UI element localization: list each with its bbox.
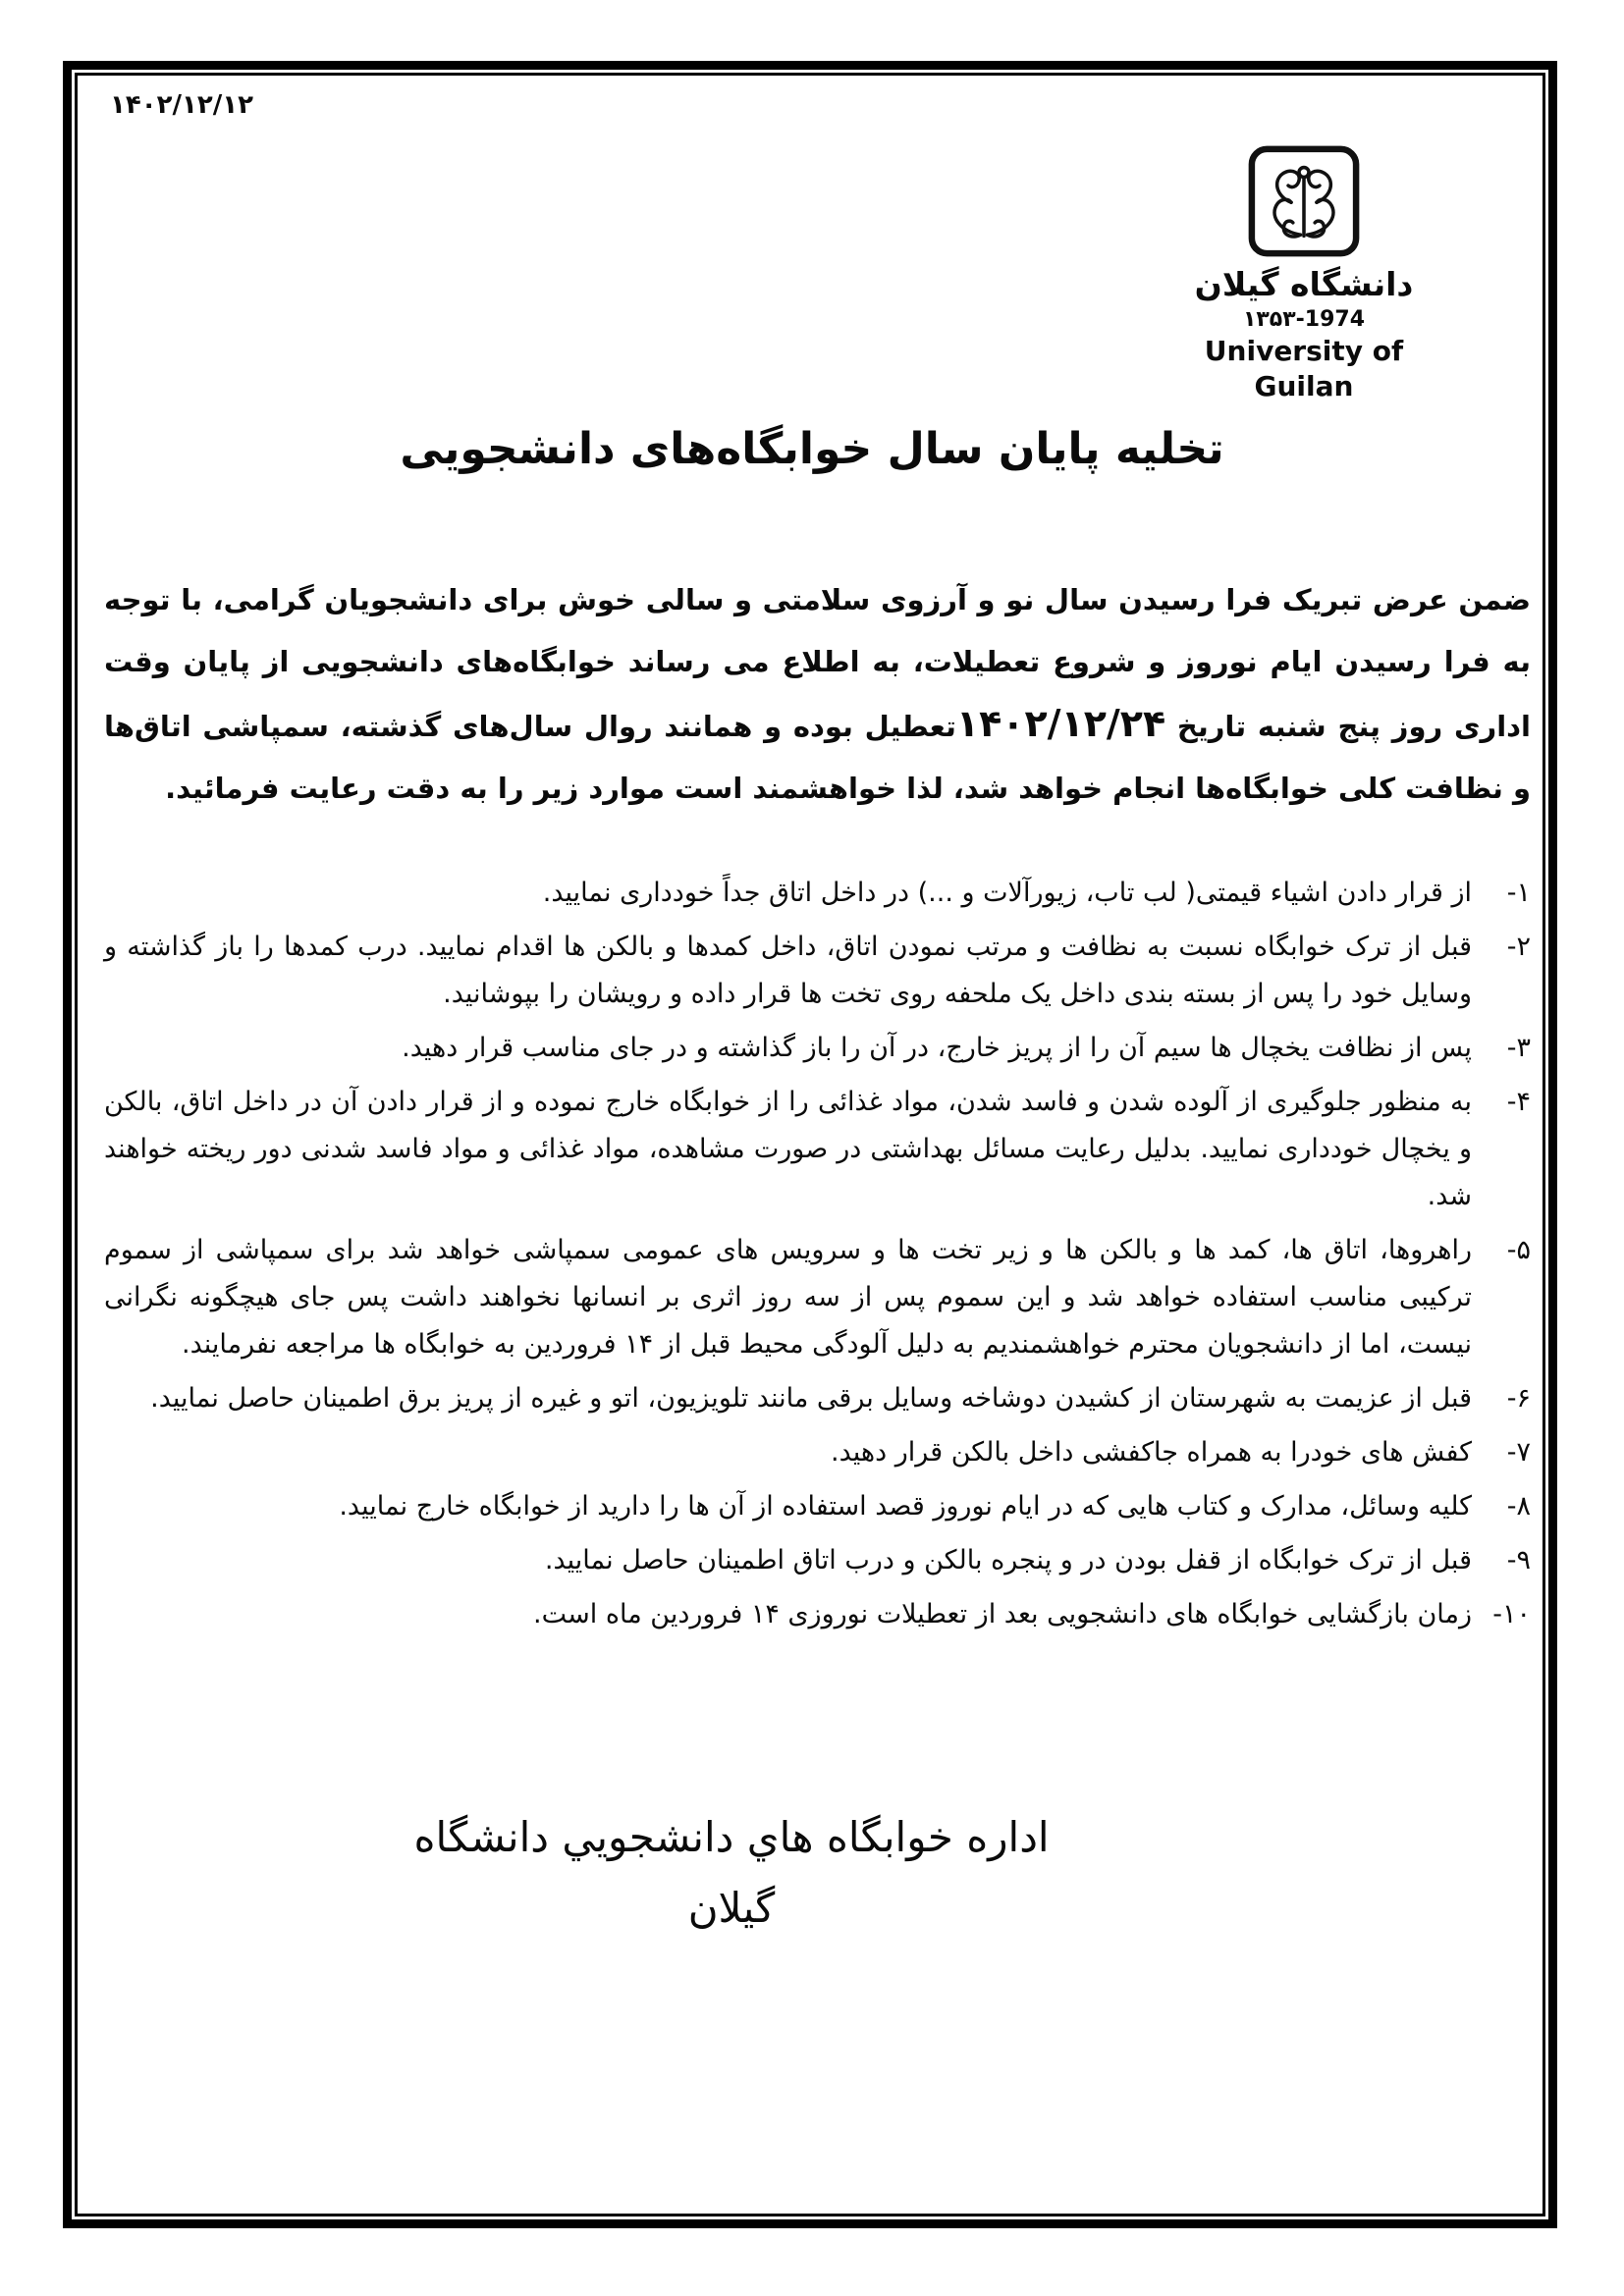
signature-block	[187, 1802, 1276, 1944]
list-item	[104, 1537, 1531, 1584]
list-item-text: کفش های خودرا به همراه جاکفشی داخل بالکن قرار دهید.	[831, 1437, 1472, 1468]
list-item	[104, 1483, 1531, 1530]
list-item-text: زمان بازگشایی خوابگاه های دانشجویی بعد از تعطیلات نوروزی ۱۴ فروردین ماه است.	[533, 1599, 1472, 1629]
list-item	[104, 1429, 1531, 1476]
intro-paragraph	[104, 569, 1531, 820]
list-item-text: کلیه وسائل، مدارک و کتاب هایی که در ایام نوروز قصد استفاده از آن ها را دارید از خوابگاه خارج نمایید.	[339, 1491, 1472, 1522]
page-title: تخلیه پایان سال خوابگاه‌های دانشجویی	[400, 424, 1224, 474]
list-item-text: پس از نظافت یخچال ها سیم آن را از پریز خارج، در آن را باز گذاشته و در جای مناسب قرار دهید.	[402, 1033, 1472, 1063]
list-item-number: ۲-	[1506, 932, 1531, 962]
university-logo-block	[1157, 143, 1451, 404]
list-item-number: ۶-	[1506, 1383, 1531, 1414]
closure-deadline-date: ۱۴۰۲/۱۲/۲۴	[955, 702, 1166, 745]
list-item-number: ۴-	[1506, 1087, 1531, 1117]
list-item	[104, 870, 1531, 917]
signature-line2: گيلان	[687, 1884, 776, 1932]
list-item	[104, 1591, 1531, 1638]
list-item-number: ۵-	[1506, 1235, 1531, 1265]
list-item-number: ۱۰-	[1492, 1599, 1531, 1629]
list-item-text: از قرار دادن اشیاء قیمتی( لب تاب، زیورآلات و ...) در داخل اتاق جداً خودداری نمایید.	[542, 878, 1472, 908]
intro-text-part1: ضمن عرض تبریک فرا رسیدن سال نو و آرزوی سلامتی و سالی خوش برای دانشجویان گرامی، با توجه به فرا رسیدن ایام نوروز و شروع تعطیلات، به اطلاع می رساند خوابگاه‌های دانشجویی از پایان وقت اداری روز پنج شنبه تاریخ	[104, 583, 1531, 743]
logo-university-name-en: University of Guilan	[1204, 335, 1404, 402]
list-item-text: راهروها، اتاق ها، کمد ها و بالکن ها و زیر تخت ها و سرویس های عمومی سمپاشی خواهد شد برای سمپاشی از سموم ترکیبی مناسب استفاده خواهد شد و این سموم پس از سه روز اثری بر انسانها نخواهند داشت پس جای هیچگونه نگرانی نیست، اما از دانشجویان محترم خواهشمندیم به دلیل آلودگی محیط قبل از ۱۴ فروردین به خوابگاه ها مراجعه نفرمایند.	[104, 1235, 1472, 1360]
list-item	[104, 1079, 1531, 1220]
list-item-number: ۹-	[1506, 1545, 1531, 1575]
list-item-number: ۸-	[1506, 1491, 1531, 1522]
signature-line1: اداره خوابگاه هاي دانشجويي دانشگاه	[413, 1813, 1050, 1861]
logo-calligraphy-text: دانشگاه گیلان	[1194, 265, 1414, 303]
logo-founding-years: ۱۳۵۳-1974	[1242, 307, 1366, 332]
rules-list	[104, 870, 1531, 1645]
list-item-number: ۱-	[1506, 878, 1531, 908]
list-item-text: قبل از ترک خوابگاه از قفل بودن در و پنجره بالکن و درب اتاق اطمینان حاصل نمایید.	[544, 1545, 1472, 1575]
list-item-text: قبل از ترک خوابگاه نسبت به نظافت و مرتب نمودن اتاق، داخل کمدها و بالکن ها اقدام نمایید. درب کمدها را باز گذاشته و وسایل خود را پس از بسته بندی داخل یک ملحفه روی تخت ها قرار داده و رویشان را بپوشانید.	[104, 932, 1472, 1009]
list-item-text: به منظور جلوگیری از آلوده شدن و فاسد شدن، مواد غذائی را از خوابگاه خارج نموده و از قرار دادن آن در داخل اتاق، بالکن و یخچال خودداری نمایید. بدلیل رعایت مسائل بهداشتی در صورت مشاهده، مواد غذائی و مواد فاسد شدنی دور ریخته خواهند شد.	[104, 1087, 1472, 1211]
intro-text-part2: تعطیل بوده و همانند روال سال‌های گذشته، سمپاشی اتاق‌ها و نظافت کلی خوابگاه‌ها انجام خواهد شد، لذا خواهشمند است موارد زیر را به دقت رعایت فرمائید.	[104, 710, 1531, 805]
list-item	[104, 924, 1531, 1018]
letter-date: ۱۴۰۲/۱۲/۱۲	[110, 90, 253, 120]
list-item-number: ۷-	[1506, 1437, 1531, 1468]
list-item	[104, 1227, 1531, 1368]
guilan-university-emblem-icon	[1246, 143, 1362, 259]
list-item	[104, 1375, 1531, 1422]
list-item-number: ۳-	[1506, 1033, 1531, 1063]
list-item	[104, 1025, 1531, 1072]
list-item-text: قبل از عزیمت به شهرستان از کشیدن دوشاخه وسایل برقی مانند تلویزیون، اتو و غیره از پریز برق اطمینان حاصل نمایید.	[150, 1383, 1472, 1414]
